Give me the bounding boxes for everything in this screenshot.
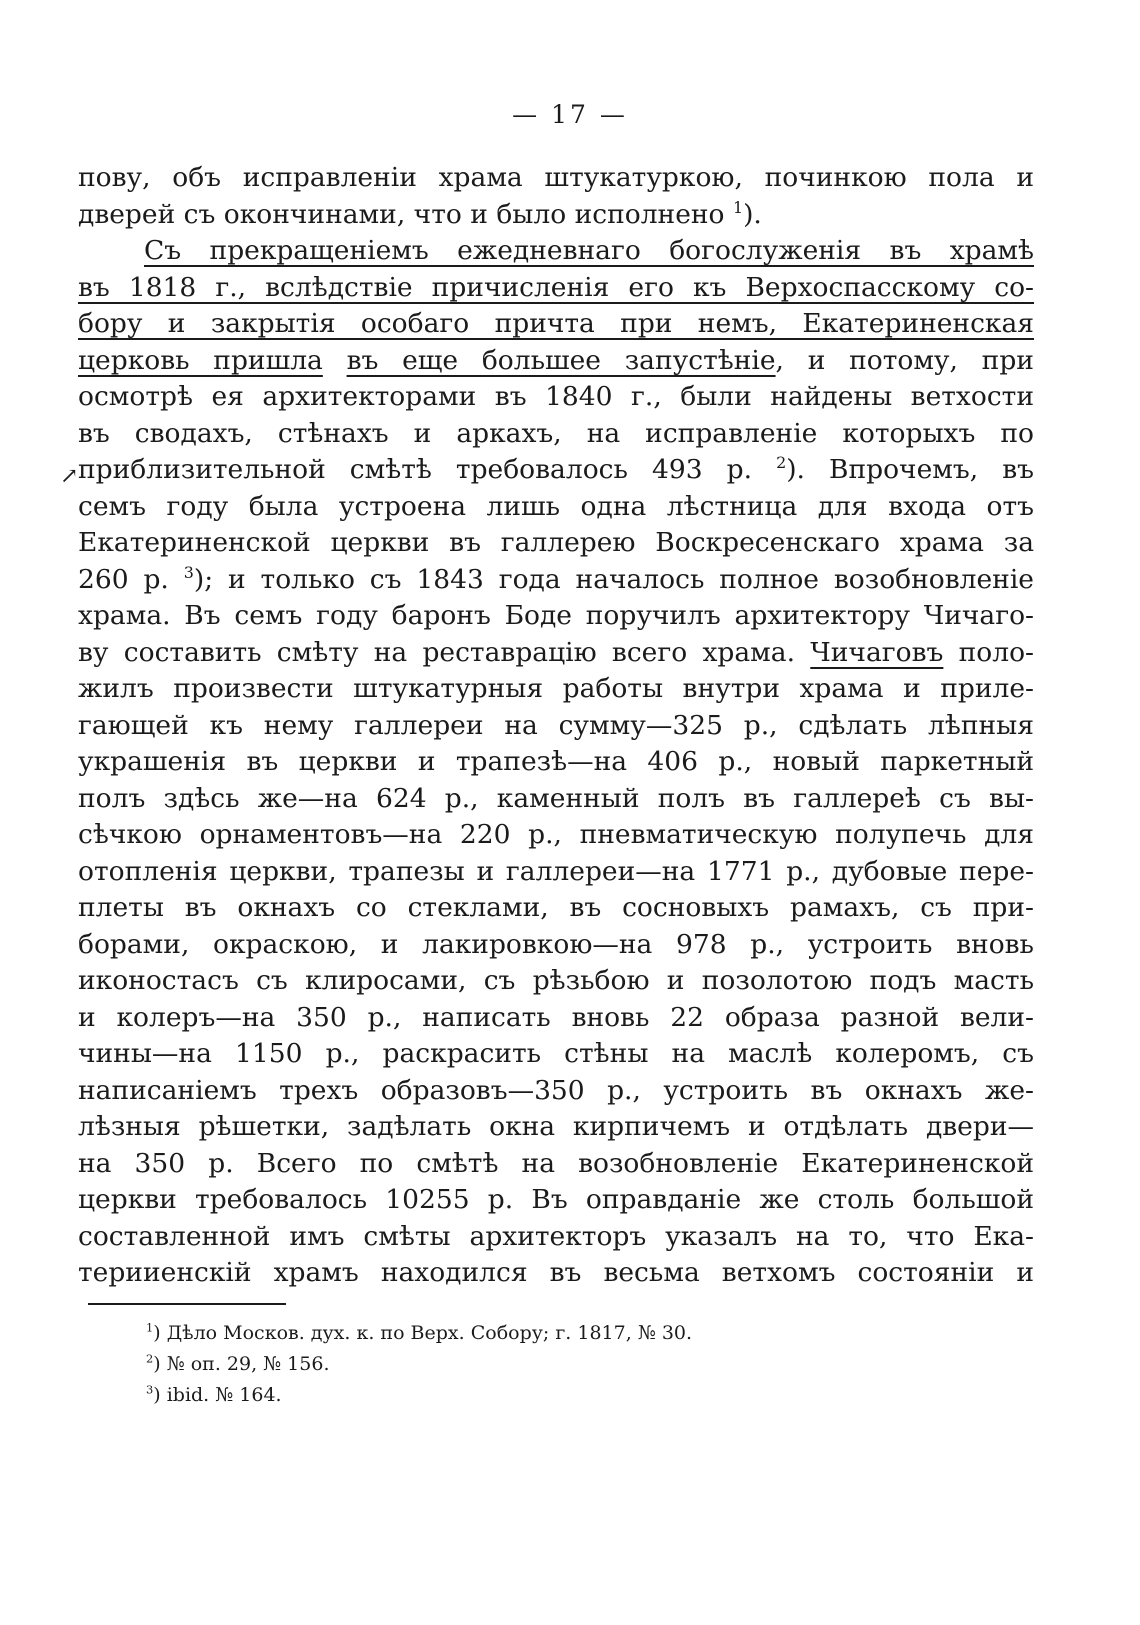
text-line: церковь пришла въ еще большее запустѣніе, и потому, при <box>78 344 1034 376</box>
text-line: осмотрѣ ея архитекторами въ 1840 г., были найдены ветхости <box>78 381 1034 412</box>
footnote-text: Дѣло Москов. дух. к. по Верх. Собору; г. 1817, № 30. <box>166 1322 693 1344</box>
text-line: дверей съ окончинами, что и было исполнено $^1$). <box>78 197 762 230</box>
underlined-passage: Съ прекращеніемъ ежедневнаго богослуженія въ храмѣ <box>144 235 1034 266</box>
text-line: плеты въ окнахъ со стеклами, въ сосновыхъ рамахъ, съ при- <box>78 892 1034 923</box>
text-line <box>78 306 1034 343</box>
footnote: $^3$) ibid. № 164. <box>146 1382 282 1406</box>
text-line: отопленія церкви, трапезы и галлереи—на 1771 р., дубовые пере- <box>78 855 1034 887</box>
text-line: написаніемъ трехъ образовъ—350 р., устроить въ окнахъ же- <box>78 1074 1034 1106</box>
body-text <box>78 160 1034 1292</box>
underlined-name: Чичаговъ <box>810 636 944 668</box>
footnote-ref: 2 <box>776 453 787 473</box>
text-line: 260 р. $^3$); и только съ 1843 года началось полное возобновленіе <box>78 562 1034 595</box>
text-line: терииенскій храмъ находился въ весьма ветхомъ состояніи и <box>78 1257 1034 1288</box>
footnote-text: ibid. № 164. <box>166 1384 282 1406</box>
footnote: $^1$) Дѣло Москов. дух. к. по Верх. Собору; г. 1817, № 30. <box>146 1320 693 1344</box>
text-line: составленной имъ смѣты архитекторъ указалъ на то, что Ека- <box>78 1220 1034 1252</box>
text-line: лѣзныя рѣшетки, задѣлать окна кирпичемъ и отдѣлать двери— <box>78 1111 1034 1142</box>
text-line <box>78 270 1034 307</box>
text-line: церкви требовалось 10255 р. Въ оправданіе же столь большой <box>78 1184 1034 1215</box>
footnote: $^2$) № оп. 29, № 156. <box>146 1351 330 1375</box>
text-line: сѣчкою орнаментовъ—на 220 р., пневматическую полупечь для <box>78 819 1034 850</box>
text-line: семъ году была устроена лишь одна лѣстница для входа отъ <box>78 490 1034 522</box>
underlined-passage: церковь пришла <box>78 344 323 376</box>
footnotes <box>146 1318 846 1411</box>
text-line: въ сводахъ, стѣнахъ и аркахъ, на исправленіе которыхъ по <box>78 417 1034 449</box>
footnote-ref: 3 <box>183 562 194 582</box>
text-line: гающей къ нему галлереи на сумму—325 р., сдѣлать лѣпныя <box>78 709 1034 741</box>
footnote-marker: 3 <box>146 1382 154 1397</box>
text-line: Екатериненской церкви въ галлерею Воскресенскаго храма за <box>78 527 1034 558</box>
underlined-passage: въ еще большее запустѣніе <box>346 344 776 376</box>
text-line: на 350 р. Всего по смѣтѣ на возобновленіе Екатериненской <box>78 1147 1034 1179</box>
text-line: приблизительной смѣтѣ требовалось 493 р. $^2$). Впрочемъ, въ <box>78 453 1034 485</box>
text-line: пову, объ исправленіи храма штукатуркою, починкою пола и <box>78 162 1034 193</box>
text-line: чины—на 1150 р., раскрасить стѣны на маслѣ колеромъ, съ <box>78 1038 1034 1069</box>
page-number: — 17 — <box>512 100 628 129</box>
underlined-passage: бору и закрытія особаго причта при немъ, Екатериненская <box>78 308 1034 339</box>
footnote-text: № оп. 29, № 156. <box>166 1353 330 1375</box>
text-line: борами, окраскою, и лакировкою—на 978 р., устроить вновь <box>78 928 1034 960</box>
text-line: и колеръ—на 350 р., написать вновь 22 образа разной вели- <box>78 1001 1034 1033</box>
text-line <box>78 233 1034 270</box>
underlined-passage: въ 1818 г., вслѣдствіе причисленія его къ Верхоспасскому со- <box>78 271 1034 303</box>
footnote-separator <box>88 1303 286 1305</box>
margin-mark: ↗ <box>60 464 79 489</box>
text-line: храма. Въ семъ году баронъ Боде поручилъ архитектору Чичаго- <box>78 600 1034 631</box>
footnote-ref: 1 <box>732 197 744 217</box>
footnote-marker: 2 <box>146 1351 154 1366</box>
footnote-marker: 1 <box>146 1320 154 1335</box>
text-line: жилъ произвести штукатурныя работы внутри храма и приле- <box>78 673 1034 704</box>
text-line: ву составить смѣту на реставрацію всего храма. Чичаговъ поло- <box>78 636 1034 668</box>
text-line: иконостасъ съ клиросами, съ рѣзьбою и позолотою подъ масть <box>78 965 1034 996</box>
text-line: полъ здѣсь же—на 624 р., каменный полъ въ галлереѣ съ вы- <box>78 782 1034 814</box>
text-line: украшенія въ церкви и трапезѣ—на 406 р., новый паркетный <box>78 746 1034 777</box>
